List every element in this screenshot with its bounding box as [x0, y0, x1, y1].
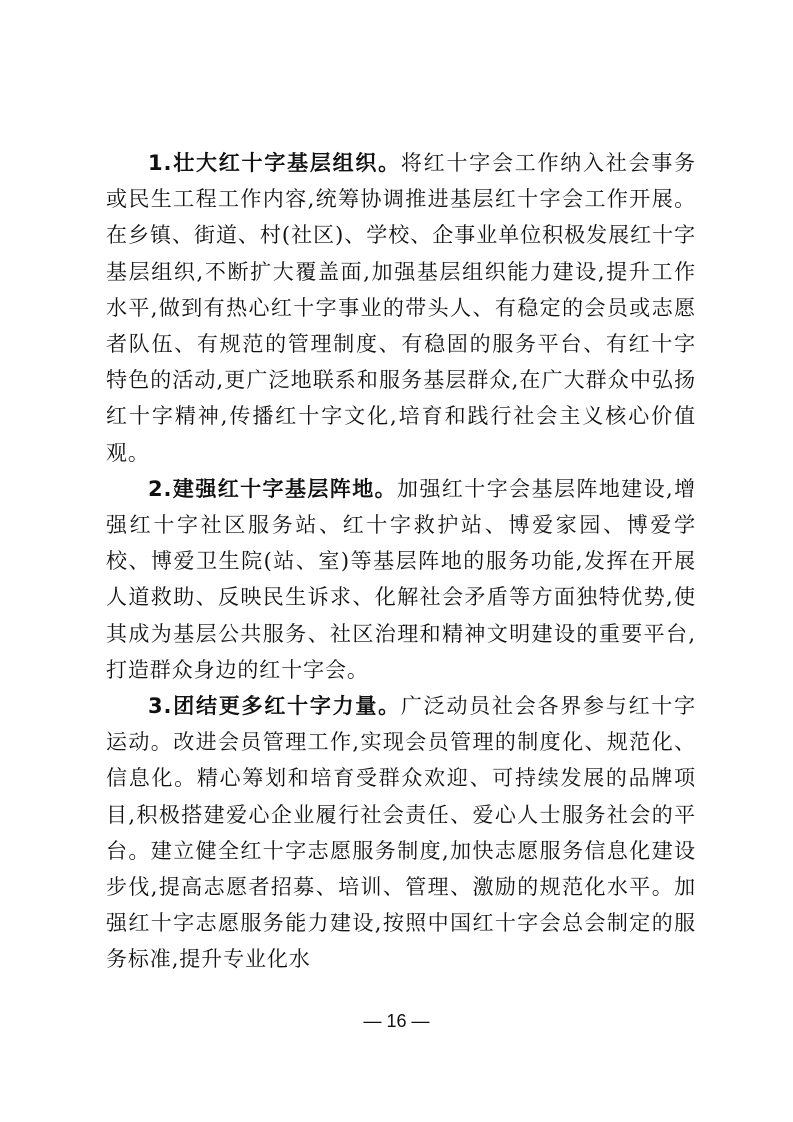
paragraph-1-text: 将红十字会工作纳入社会事务或民生工程工作内容,统筹协调推进基层红十字会工作开展。在乡镇、街道、村(社区)、学校、企事业单位积极发展红十字基层组织,不断扩大覆盖面,加强基层组织能力建设,提升工作水平,做到有热心红十字事业的带头人、有稳定的会员或志愿者队伍、有规范的管理制度、有稳固的服务平台、有红十字特色的活动,更广泛地联系和服务基层群众,在广大群众中弘扬红十字精神,传播红十字文化,培育和践行社会主义核心价值观。	[106, 151, 697, 465]
paragraph-1-heading: 1.壮大红十字基层组织。	[148, 151, 401, 175]
paragraph-3-heading: 3.团结更多红十字力量。	[148, 694, 401, 719]
paragraph-3-text: 广泛动员社会各界参与红十字运动。改进会员管理工作,实现会员管理的制度化、规范化、信息化。精心筹划和培育受群众欢迎、可持续发展的品牌项目,积极搭建爱心企业履行社会责任、爱心人士服务社会的平台。建立健全红十字志愿服务制度,加快志愿服务信息化建设步伐,提高志愿者招募、培训、管理、激励的规范化水平。加强红十字志愿服务能力建设,按照中国红十字会总会制定的服务标准,提升专业化水	[106, 694, 697, 972]
paragraph-2-heading: 2.建强红十字基层阵地。	[148, 476, 398, 501]
paragraph-2-text: 加强红十字会基层阵地建设,增强红十字社区服务站、红十字救护站、博爱家园、博爱学校、博爱卫生院(站、室)等基层阵地的服务功能,发挥在开展人道救助、反映民生诉求、化解社会矛盾等方面独特优势,使其成为基层公共服务、社区治理和精神文明建设的重要平台,打造群众身边的红十字会。	[106, 476, 696, 682]
paragraph-3	[106, 688, 696, 978]
paragraph-2	[106, 471, 696, 688]
paragraph-1	[106, 145, 696, 471]
page-number: — 16 —	[363, 1011, 430, 1031]
document-body	[106, 145, 696, 978]
